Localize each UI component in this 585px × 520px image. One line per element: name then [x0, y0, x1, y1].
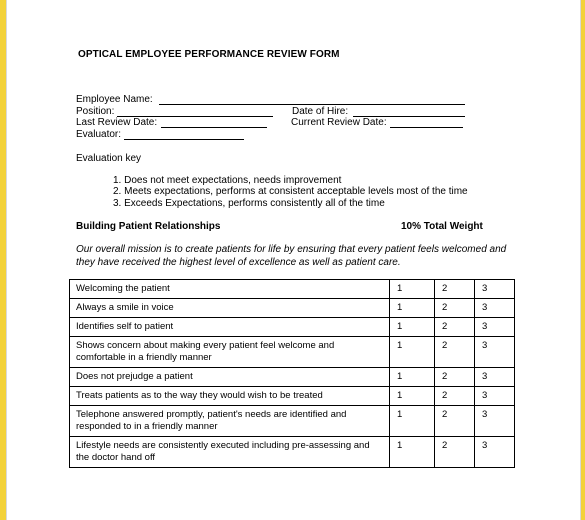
section-title: Building Patient Relationships: [76, 221, 221, 232]
evaluator-line[interactable]: [124, 139, 244, 140]
mission-statement: Our overall mission is to create patients for life by ensuring that every patient feels welcomed and they have received the highest level of excellence as well as patient care.: [76, 244, 507, 268]
rating-1-cell[interactable]: 1: [390, 318, 435, 337]
rating-1-cell[interactable]: 1: [390, 280, 435, 299]
rating-2-cell[interactable]: 2: [435, 299, 475, 318]
employee-name-line[interactable]: [159, 104, 465, 105]
rating-3-cell[interactable]: 3: [475, 406, 515, 437]
rating-2-cell[interactable]: 2: [435, 337, 475, 368]
criterion-cell: Identifies self to patient: [70, 318, 390, 337]
table-row: [70, 406, 515, 437]
rating-3-cell[interactable]: 3: [475, 318, 515, 337]
rating-1-cell[interactable]: 1: [390, 299, 435, 318]
last-review-date-line[interactable]: [161, 127, 267, 128]
criteria-table: [69, 279, 515, 468]
rating-2-cell[interactable]: 2: [435, 437, 475, 468]
table-row: [70, 318, 515, 337]
evaluation-key-item: 2. Meets expectations, performs at consistent acceptable levels most of the time: [113, 186, 468, 197]
current-review-date-label: Current Review Date:: [291, 117, 387, 128]
rating-2-cell[interactable]: 2: [435, 406, 475, 437]
section-weight: 10% Total Weight: [401, 221, 483, 232]
rating-2-cell[interactable]: 2: [435, 387, 475, 406]
form-title: OPTICAL EMPLOYEE PERFORMANCE REVIEW FORM: [78, 49, 340, 60]
rating-2-cell[interactable]: 2: [435, 318, 475, 337]
employee-name-label: Employee Name:: [76, 94, 153, 105]
table-row: [70, 368, 515, 387]
table-row: [70, 299, 515, 318]
criterion-cell: Shows concern about making every patient feel welcome and comfortable in a friendly manner: [70, 337, 390, 368]
current-review-date-line[interactable]: [390, 127, 463, 128]
last-review-date-label: Last Review Date:: [76, 117, 158, 128]
criterion-cell: Telephone answered promptly, patient's needs are identified and responded to in a friendly manner: [70, 406, 390, 437]
evaluation-key-item: 3. Exceeds Expectations, performs consistently all of the time: [113, 198, 385, 209]
evaluation-key-heading: Evaluation key: [76, 153, 142, 164]
table-row: [70, 280, 515, 299]
rating-1-cell[interactable]: 1: [390, 406, 435, 437]
criterion-cell: Does not prejudge a patient: [70, 368, 390, 387]
evaluation-key-item: 1. Does not meet expectations, needs improvement: [113, 175, 342, 186]
rating-3-cell[interactable]: 3: [475, 368, 515, 387]
rating-3-cell[interactable]: 3: [475, 337, 515, 368]
rating-3-cell[interactable]: 3: [475, 280, 515, 299]
rating-1-cell[interactable]: 1: [390, 437, 435, 468]
rating-1-cell[interactable]: 1: [390, 387, 435, 406]
rating-2-cell[interactable]: 2: [435, 368, 475, 387]
evaluator-label: Evaluator:: [76, 129, 122, 140]
table-row: [70, 437, 515, 468]
position-label: Position:: [76, 106, 115, 117]
rating-1-cell[interactable]: 1: [390, 368, 435, 387]
rating-3-cell[interactable]: 3: [475, 437, 515, 468]
criterion-cell: Lifestyle needs are consistently executed including pre-assessing and the doctor hand off: [70, 437, 390, 468]
criterion-cell: Always a smile in voice: [70, 299, 390, 318]
criterion-cell: Welcoming the patient: [70, 280, 390, 299]
table-row: [70, 337, 515, 368]
table-row: [70, 387, 515, 406]
rating-2-cell[interactable]: 2: [435, 280, 475, 299]
criterion-cell: Treats patients as to the way they would wish to be treated: [70, 387, 390, 406]
date-of-hire-label: Date of Hire:: [292, 106, 349, 117]
rating-1-cell[interactable]: 1: [390, 337, 435, 368]
document-page: [6, 0, 581, 520]
rating-3-cell[interactable]: 3: [475, 387, 515, 406]
rating-3-cell[interactable]: 3: [475, 299, 515, 318]
bottom-fade-overlay: [7, 476, 580, 520]
